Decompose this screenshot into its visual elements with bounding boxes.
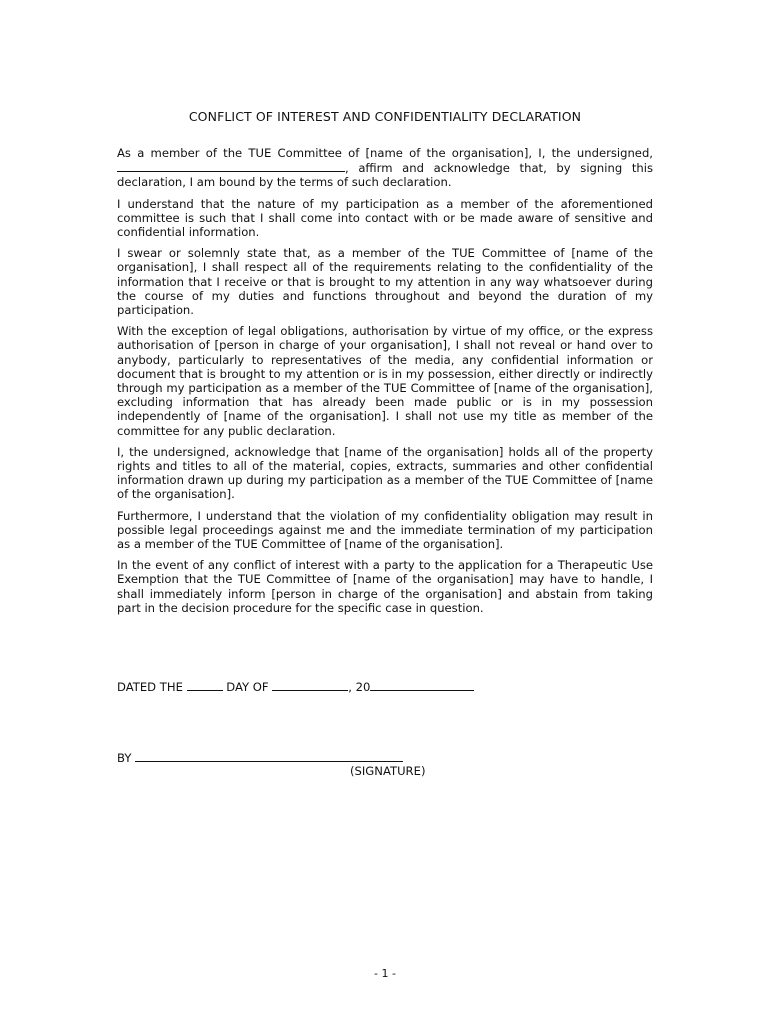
month-blank-line bbox=[272, 679, 348, 691]
name-blank-line bbox=[117, 160, 345, 172]
signature-label: (SIGNATURE) bbox=[350, 764, 426, 778]
paragraph-violation: Furthermore, I understand that the violation of my confidentiality obligation may result in possible legal proceedings against me and the immediate termination of my participation as a member of the TUE Committee of [name of the organisation]. bbox=[117, 508, 653, 552]
signature-blank-line bbox=[135, 750, 403, 762]
document-body bbox=[117, 146, 653, 622]
year-prefix: , 20 bbox=[348, 680, 371, 694]
year-blank-line bbox=[370, 679, 474, 691]
day-blank-line bbox=[187, 679, 223, 691]
by-label: BY bbox=[117, 751, 132, 765]
paragraph-conflict: In the event of any conflict of interest with a party to the application for a Therapeutic Use Exemption that the TUE Committee of [name of the organisation] may have to handle, I shall immediately inform [person in charge of the organisation] and abstain from taking part in the decision procedure for the specific case in question. bbox=[117, 558, 653, 615]
intro-text-start: As a member of the TUE Committee of [name of the organisation], I, the undersigned, bbox=[117, 146, 653, 160]
dated-label: DATED THE bbox=[117, 680, 183, 694]
page-number: - 1 - bbox=[374, 967, 396, 980]
paragraph-swear: I swear or solemnly state that, as a member of the TUE Committee of [name of the organisation], I shall respect all of the requirements relating to the confidentiality of the information that I receive or that is brought to my attention in any way whatsoever during the course of my duties and functions throughout and beyond the duration of my participation. bbox=[117, 246, 653, 318]
dated-line bbox=[117, 679, 474, 694]
paragraph-exception: With the exception of legal obligations, authorisation by virtue of my office, or the express authorisation of [person in charge of your organisation], I shall not reveal or hand over to anybody, particularly to representatives of the media, any confidential information or document that is brought to my attention or is in my possession, either directly or indirectly through my participation as a member of the TUE Committee of [name of the organisation], excluding information that has already been made public or is in my possession independently of [name of the organisation]. I shall not use my title as member of the committee for any public declaration. bbox=[117, 324, 653, 438]
document-title: CONFLICT OF INTEREST AND CONFIDENTIALITY DECLARATION bbox=[188, 109, 582, 124]
day-of-label: DAY OF bbox=[226, 680, 269, 694]
signature-line bbox=[117, 750, 403, 765]
intro-paragraph bbox=[117, 146, 653, 190]
paragraph-acknowledge: I, the undersigned, acknowledge that [name of the organisation] holds all of the property rights and titles to all of the material, copies, extracts, summaries and other confidential information drawn up during my participation as a member of the TUE Committee of [name of the organisation]. bbox=[117, 444, 653, 502]
paragraph-understand: I understand that the nature of my participation as a member of the aforementioned committee is such that I shall come into contact with or be made aware of sensitive and confidential information. bbox=[117, 196, 653, 240]
intro-text-end: , affirm and acknowledge that, by signing this declaration, I am bound by the terms of such declaration. bbox=[117, 161, 653, 190]
